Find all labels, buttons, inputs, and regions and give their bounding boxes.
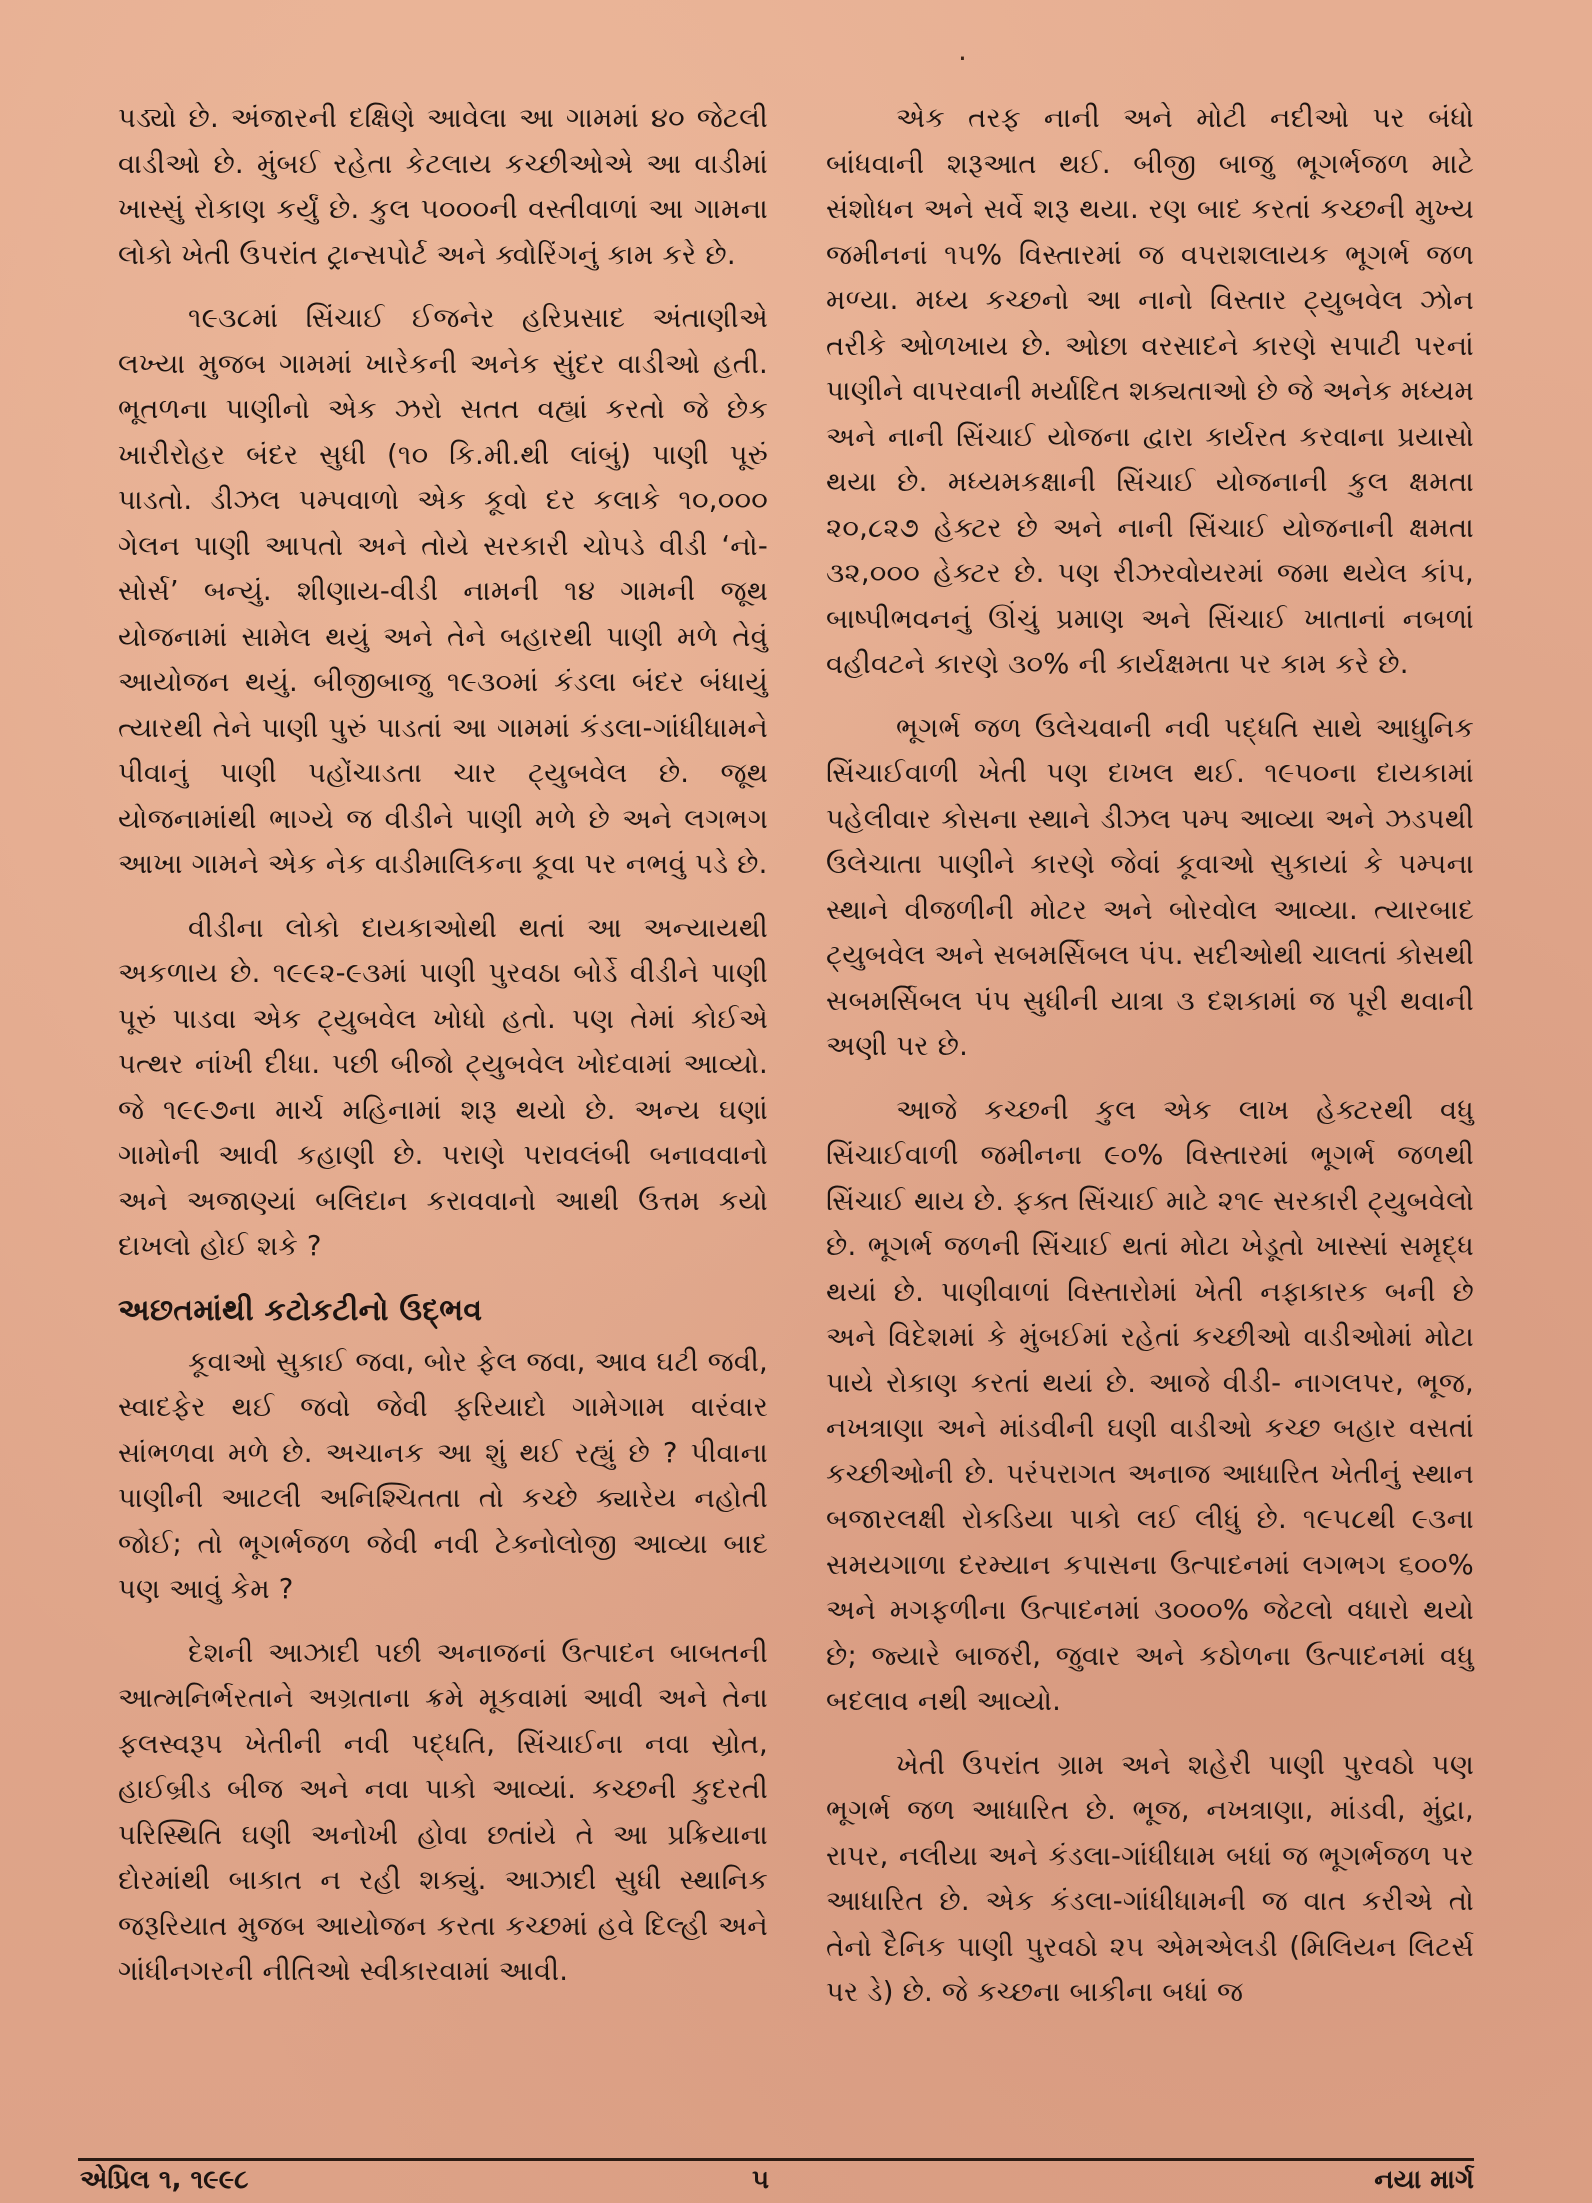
right-column bbox=[826, 96, 1474, 2034]
ink-dot: · bbox=[958, 42, 967, 75]
paragraph: દેશની આઝાદી પછી અનાજનાં ઉત્પાદન બાબતની આત્મનિર્ભરતાને અગ્રતાના ક્રમે મૂકવામાં આવી અને તેના ફલસ્વરૂપ ખેતીની નવી પદ્ધતિ, સિંચાઈના નવા સ્રોત, હાઈબ્રીડ બીજ અને નવા પાકો આવ્યાં. કચ્છની કુદરતી પરિસ્થિતિ ઘણી અનોખી હોવા છતાંયે તે આ પ્રક્રિયાના દોરમાંથી બાકાત ન રહી શક્યું. આઝાદી સુધી સ્થાનિક જરૂરિયાત મુજબ આયોજન કરતા કચ્છમાં હવે દિલ્હી અને ગાંધીનગરની નીતિઓ સ્વીકારવામાં આવી. bbox=[118, 1636, 768, 1987]
paragraph: કૂવાઓ સુકાઈ જવા, બોર ફેલ જવા, આવ ઘટી જવી, સ્વાદફેર થઈ જવો જેવી ફરિયાદો ગામેગામ વારંવાર સાંભળવા મળે છે. અચાનક આ શું થઈ રહ્યું છે ? પીવાના પાણીની આટલી અનિશ્ચિતતા તો કચ્છે ક્યારેય નહોતી જોઈ; તો ભૂગર્ભજળ જેવી નવી ટેક્નોલોજી આવ્યા બાદ પણ આવું કેમ ? bbox=[118, 1345, 768, 1605]
paragraph: એક તરફ નાની અને મોટી નદીઓ પર બંધો બાંધવાની શરૂઆત થઈ. બીજી બાજુ ભૂગર્ભજળ માટે સંશોધન અને સર્વે શરૂ થયા. રણ બાદ કરતાં કચ્છની મુખ્ય જમીનનાં ૧૫% વિસ્તારમાં જ વપરાશલાયક ભૂગર્ભ જળ મળ્યા. મધ્ય કચ્છનો આ નાનો વિસ્તાર ટ્યુબવેલ ઝોન તરીકે ઓળખાય છે. ઓછા વરસાદને કારણે સપાટી પરનાં પાણીને વાપરવાની મર્યાદિત શક્યતાઓ છે જે અનેક મધ્યમ અને નાની સિંચાઈ યોજના દ્વારા કાર્યરત કરવાના પ્રયાસો થયા છે. મધ્યમકક્ષાની સિંચાઈ યોજનાની કુલ ક્ષમતા ૨૦,૮૨૭ હેક્ટર છે અને નાની સિંચાઈ યોજનાની ક્ષમતા ૩૨,૦૦૦ હેક્ટર છે. પણ રીઝરવોયરમાં જમા થયેલ કાંપ, બાષ્પીભવનનું ઊંચું પ્રમાણ અને સિંચાઈ ખાતાનાં નબળાં વહીવટને કારણે ૩૦% ની કાર્યક્ષમતા પર કામ કરે છે. bbox=[826, 102, 1474, 680]
paragraph: ખેતી ઉપરાંત ગ્રામ અને શહેરી પાણી પુરવઠો પણ ભૂગર્ભ જળ આધારિત છે. ભૂજ, નખત્રાણા, માંડવી, મુંદ્રા, રાપર, નલીયા અને કંડલા-ગાંધીધામ બધાં જ ભૂગર્ભજળ પર આધારિત છે. એક કંડલા-ગાંધીધામની જ વાત કરીએ તો તેનો દૈનિક પાણી પુરવઠો ૨૫ એમએલડી (મિલિયન લિટર્સ પર ડે) છે. જે કચ્છના બાકીના બધાં જ bbox=[826, 1748, 1474, 2008]
paragraph: વીડીના લોકો દાયકાઓથી થતાં આ અન્યાયથી અકળાય છે. ૧૯૯૨-૯૩માં પાણી પુરવઠા બોર્ડે વીડીને પાણી પૂરું પાડવા એક ટ્યુબવેલ ખોધો હતો. પણ તેમાં કોઈએ પત્થર નાંખી દીધા. પછી બીજો ટ્યુબવેલ ખોદવામાં આવ્યો. જે ૧૯૯૭ના માર્ચ મહિનામાં શરૂ થયો છે. અન્ય ઘણાં ગામોની આવી કહાણી છે. પરાણે પરાવલંબી બનાવવાનો અને અજાણ્યાં બલિદાન કરાવવાનો આથી ઉત્તમ કયો દાખલો હોઈ શકે ? bbox=[118, 911, 768, 1262]
publication-name: નયા માર્ગ bbox=[1374, 2165, 1474, 2195]
section-heading: અછતમાંથી કટોકટીનો ઉદ્ભવ bbox=[118, 1292, 483, 1328]
left-column bbox=[118, 96, 768, 2013]
footer-rule bbox=[78, 2158, 1474, 2161]
paragraph: આજે કચ્છની કુલ એક લાખ હેક્ટરથી વધુ સિંચાઈવાળી જમીનના ૯૦% વિસ્તારમાં ભૂગર્ભ જળથી સિંચાઈ થાય છે. ફક્ત સિંચાઈ માટે ૨૧૯ સરકારી ટ્યુબવેલો છે. ભૂગર્ભ જળની સિંચાઈ થતાં મોટા ખેડૂતો ખાસ્સાં સમૃદ્ધ થયાં છે. પાણીવાળાં વિસ્તારોમાં ખેતી નફાકારક બની છે અને વિદેશમાં કે મુંબઈમાં રહેતાં કચ્છીઓ વાડીઓમાં મોટા પાયે રોકાણ કરતાં થયાં છે. આજે વીડી- નાગલપર, ભૂજ, નખત્રાણા અને માંડવીની ઘણી વાડીઓ કચ્છ બહાર વસતાં કચ્છીઓની છે. પરંપરાગત અનાજ આધારિત ખેતીનું સ્થાન બજારલક્ષી રોકડિયા પાકો લઈ લીધું છે. ૧૯૫૮થી ૯૩ના સમયગાળા દરમ્યાન કપાસના ઉત્પાદનમાં લગભગ ૬૦૦% અને મગફળીના ઉત્પાદનમાં ૩૦૦૦% જેટલો વધારો થયો છે; જ્યારે બાજરી, જુવાર અને કઠોળના ઉત્પાદનમાં વધુ બદલાવ નથી આવ્યો. bbox=[826, 1093, 1474, 1717]
page-number: ૫ bbox=[752, 2165, 770, 2195]
paragraph: ભૂગર્ભ જળ ઉલેચવાની નવી પદ્ધતિ સાથે આધુનિક સિંચાઈવાળી ખેતી પણ દાખલ થઈ. ૧૯૫૦ના દાયકામાં પહેલીવાર કોસના સ્થાને ડીઝલ પમ્પ આવ્યા અને ઝડપથી ઉલેચાતા પાણીને કારણે જેવાં કૂવાઓ સુકાયાં કે પમ્પના સ્થાને વીજળીની મોટર અને બોરવોલ આવ્યા. ત્યારબાદ ટ્યુબવેલ અને સબમર્સિબલ પંપ. સદીઓથી ચાલતાં કોસથી સબમર્સિબલ પંપ સુધીની યાત્રા ૩ દશકામાં જ પૂરી થવાની અણી પર છે. bbox=[826, 711, 1474, 1062]
paragraph: પડ્યો છે. અંજારની દક્ષિણે આવેલા આ ગામમાં ૪૦ જેટલી વાડીઓ છે. મુંબઈ રહેતા કેટલાય કચ્છીઓએ આ વાડીમાં ખાસ્સું રોકાણ કર્યું છે. કુલ ૫૦૦૦ની વસ્તીવાળાં આ ગામના લોકો ખેતી ઉપરાંત ટ્રાન્સપોર્ટ અને ક્વોરિંગનું કામ કરે છે. bbox=[118, 102, 768, 271]
paragraph: ૧૯૩૮માં સિંચાઈ ઈજનેર હરિપ્રસાદ અંતાણીએ લખ્યા મુજબ ગામમાં ખારેકની અનેક સુંદર વાડીઓ હતી. ભૂતળના પાણીનો એક ઝરો સતત વહ્યાં કરતો જે છેક ખારીરોહર બંદર સુધી (૧૦ કિ.મી.થી લાંબું) પાણી પૂરું પાડતો. ડીઝલ પમ્પવાળો એક કૂવો દર કલાકે ૧૦,૦૦૦ ગેલન પાણી આપતો અને તોયે સરકારી ચોપડે વીડી ‘નો-સોર્સ’ બન્યું. શીણાય-વીડી નામની ૧૪ ગામની જૂથ યોજનામાં સામેલ થયું અને તેને બહારથી પાણી મળે તેવું આયોજન થયું. બીજીબાજુ ૧૯૩૦માં કંડલા બંદર બંધાયું ત્યારથી તેને પાણી પુરું પાડતાં આ ગામમાં કંડલા-ગાંધીધામને પીવાનું પાણી પહોંચાડતા ચાર ટ્યુબવેલ છે. જૂથ યોજનામાંથી ભાગ્યે જ વીડીને પાણી મળે છે અને લગભગ આખા ગામને એક નેક વાડીમાલિકના કૂવા પર નભવું પડે છે. bbox=[118, 302, 768, 880]
footer-date: એપ્રિલ ૧, ૧૯૯૮ bbox=[80, 2165, 249, 2195]
